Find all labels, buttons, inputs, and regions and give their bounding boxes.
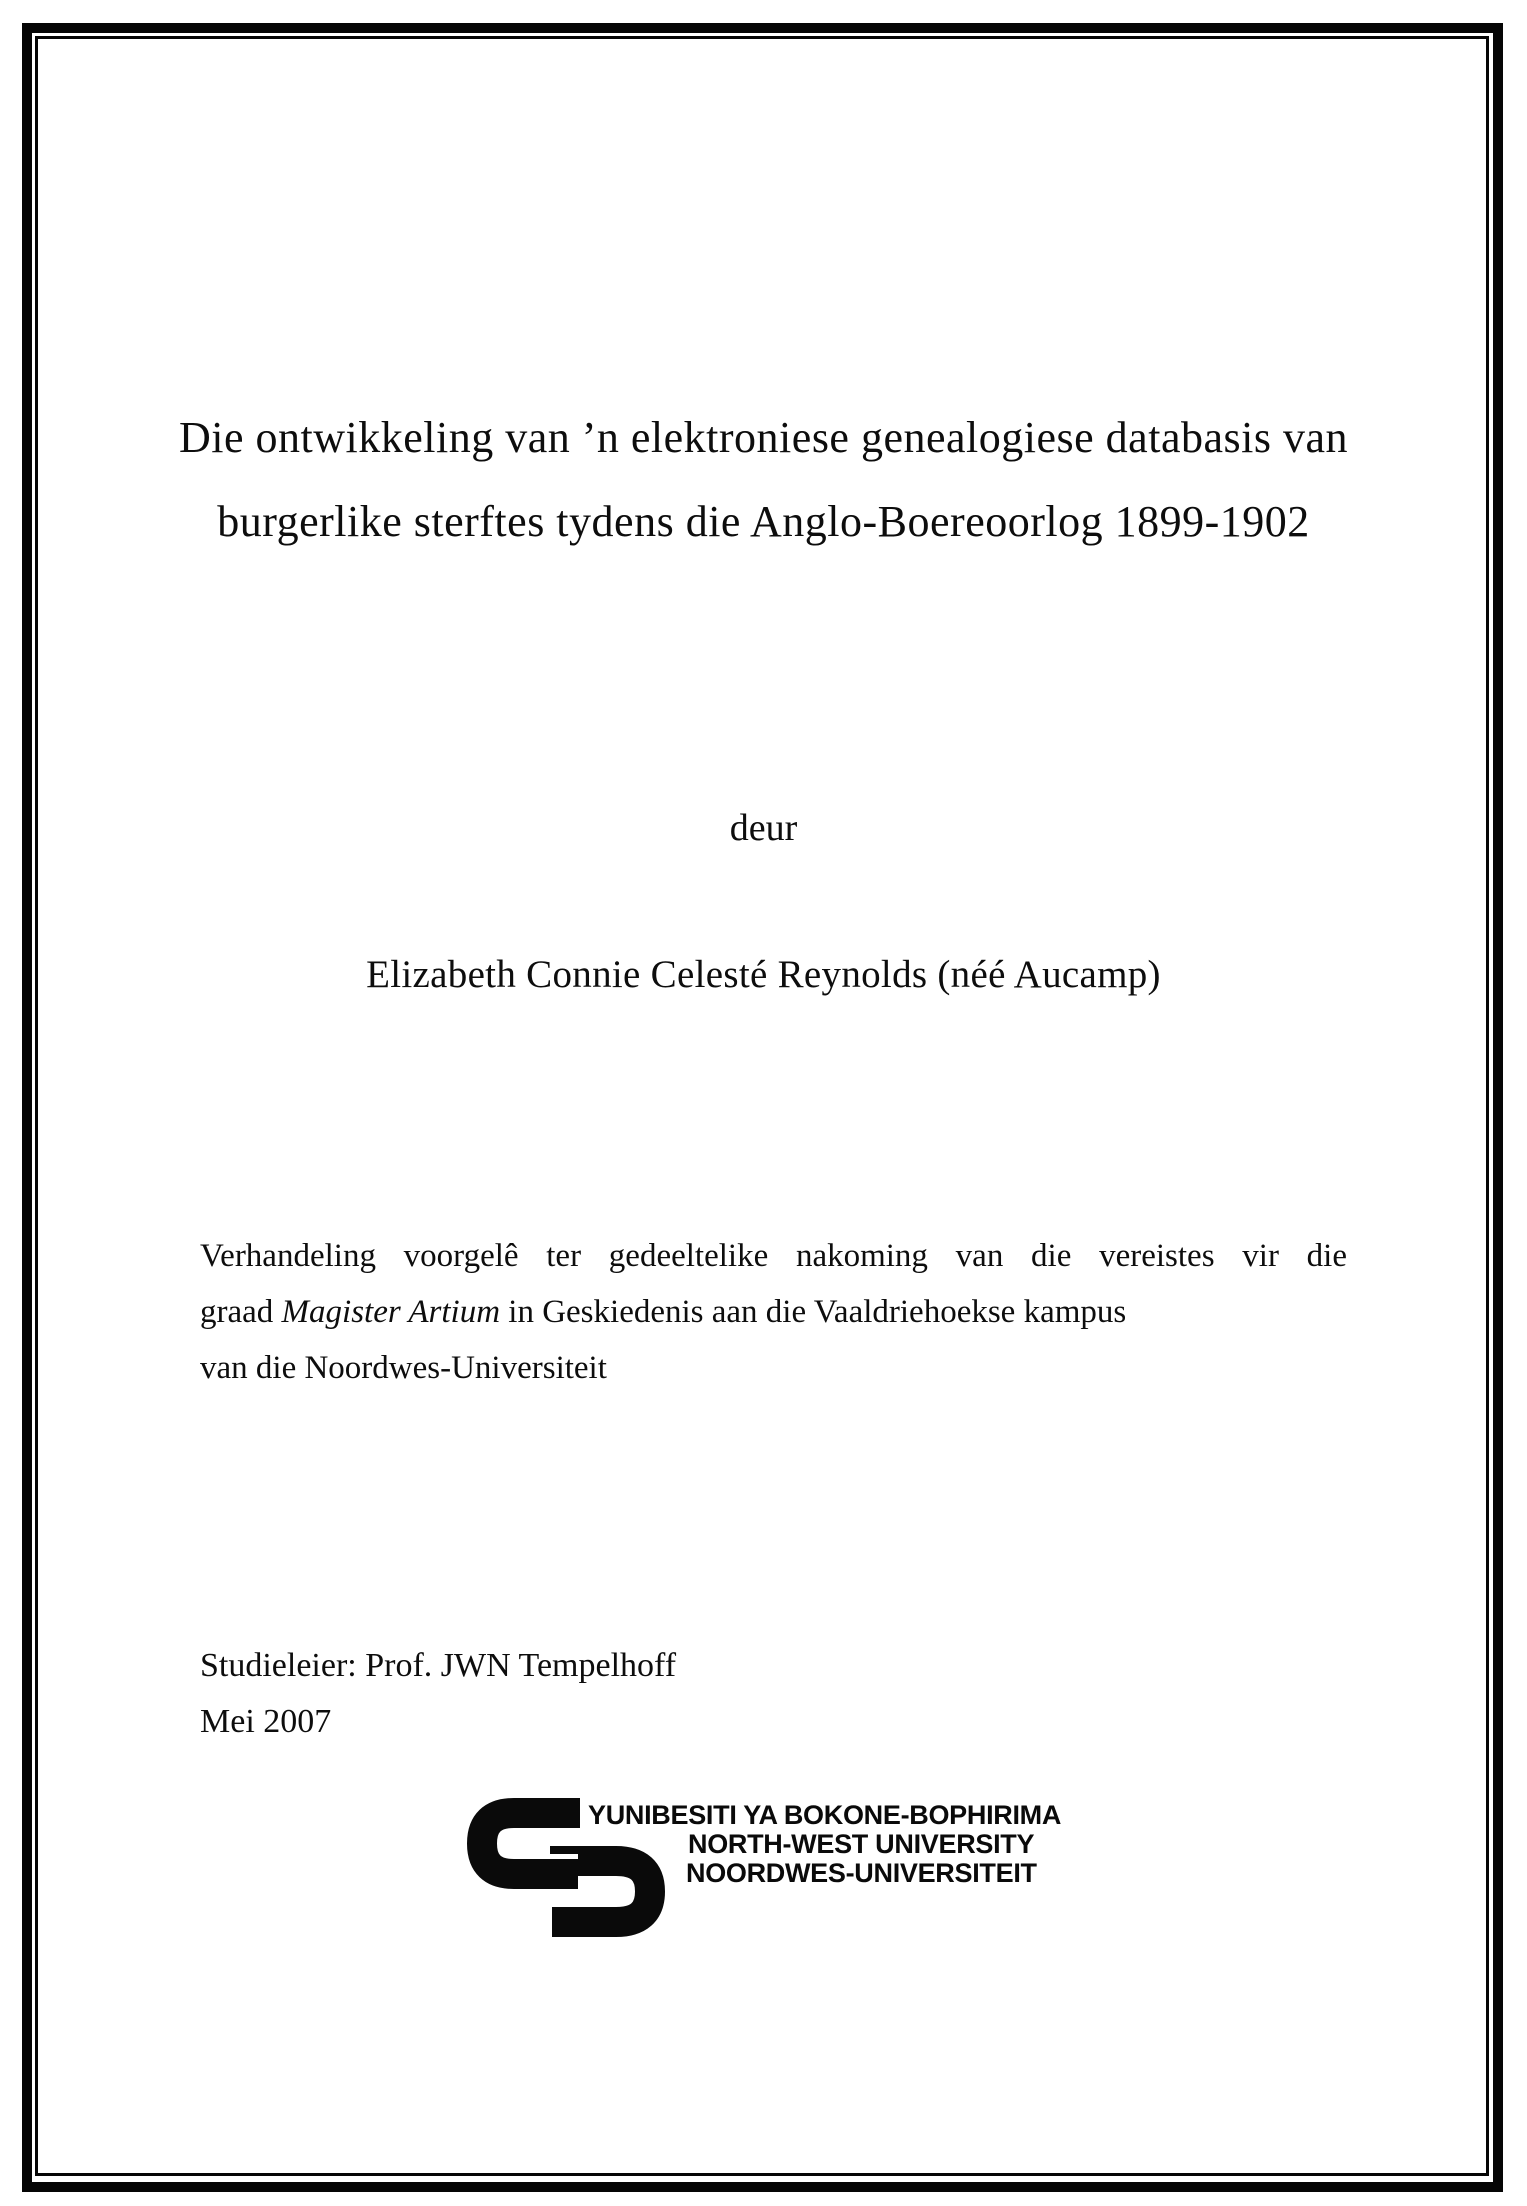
university-logo xyxy=(466,1794,1086,1969)
degree-statement-line2-prefix: graad xyxy=(200,1294,282,1330)
degree-statement-line2 xyxy=(200,1284,1347,1340)
degree-name: Magister Artium xyxy=(281,1294,501,1330)
thesis-title xyxy=(0,396,1527,564)
university-name-setswana: YUNIBESITI YA BOKONE-BOPHIRIMA xyxy=(588,1800,1062,1830)
university-logo-text xyxy=(588,1801,1061,1888)
degree-statement xyxy=(200,1228,1347,1396)
thesis-title-line1: Die ontwikkeling van ’n elektroniese genealogiese databasis van xyxy=(178,413,1348,462)
supervisor-block xyxy=(200,1638,676,1750)
university-name-english: NORTH-WEST UNIVERSITY xyxy=(688,1829,1035,1859)
author-name: Elizabeth Connie Celesté Reynolds (néé Aucamp) xyxy=(366,953,1161,996)
degree-statement-line1: Verhandeling voorgelê ter gedeeltelike nakoming van die vereistes vir die xyxy=(200,1238,1347,1274)
thesis-title-line2: burgerlike sterftes tydens die Anglo-Boereoorlog 1899-1902 xyxy=(217,497,1310,546)
degree-statement-line3: van die Noordwes-Universiteit xyxy=(200,1350,607,1386)
university-name-afrikaans: NOORDWES-UNIVERSITEIT xyxy=(686,1858,1037,1888)
date-line: Mei 2007 xyxy=(200,1703,332,1740)
byline-label: deur xyxy=(729,807,798,849)
degree-statement-line2-suffix: in Geskiedenis aan die Vaaldriehoekse kampus xyxy=(500,1294,1127,1330)
supervisor-line: Studieleier: Prof. JWN Tempelhoff xyxy=(200,1647,677,1684)
